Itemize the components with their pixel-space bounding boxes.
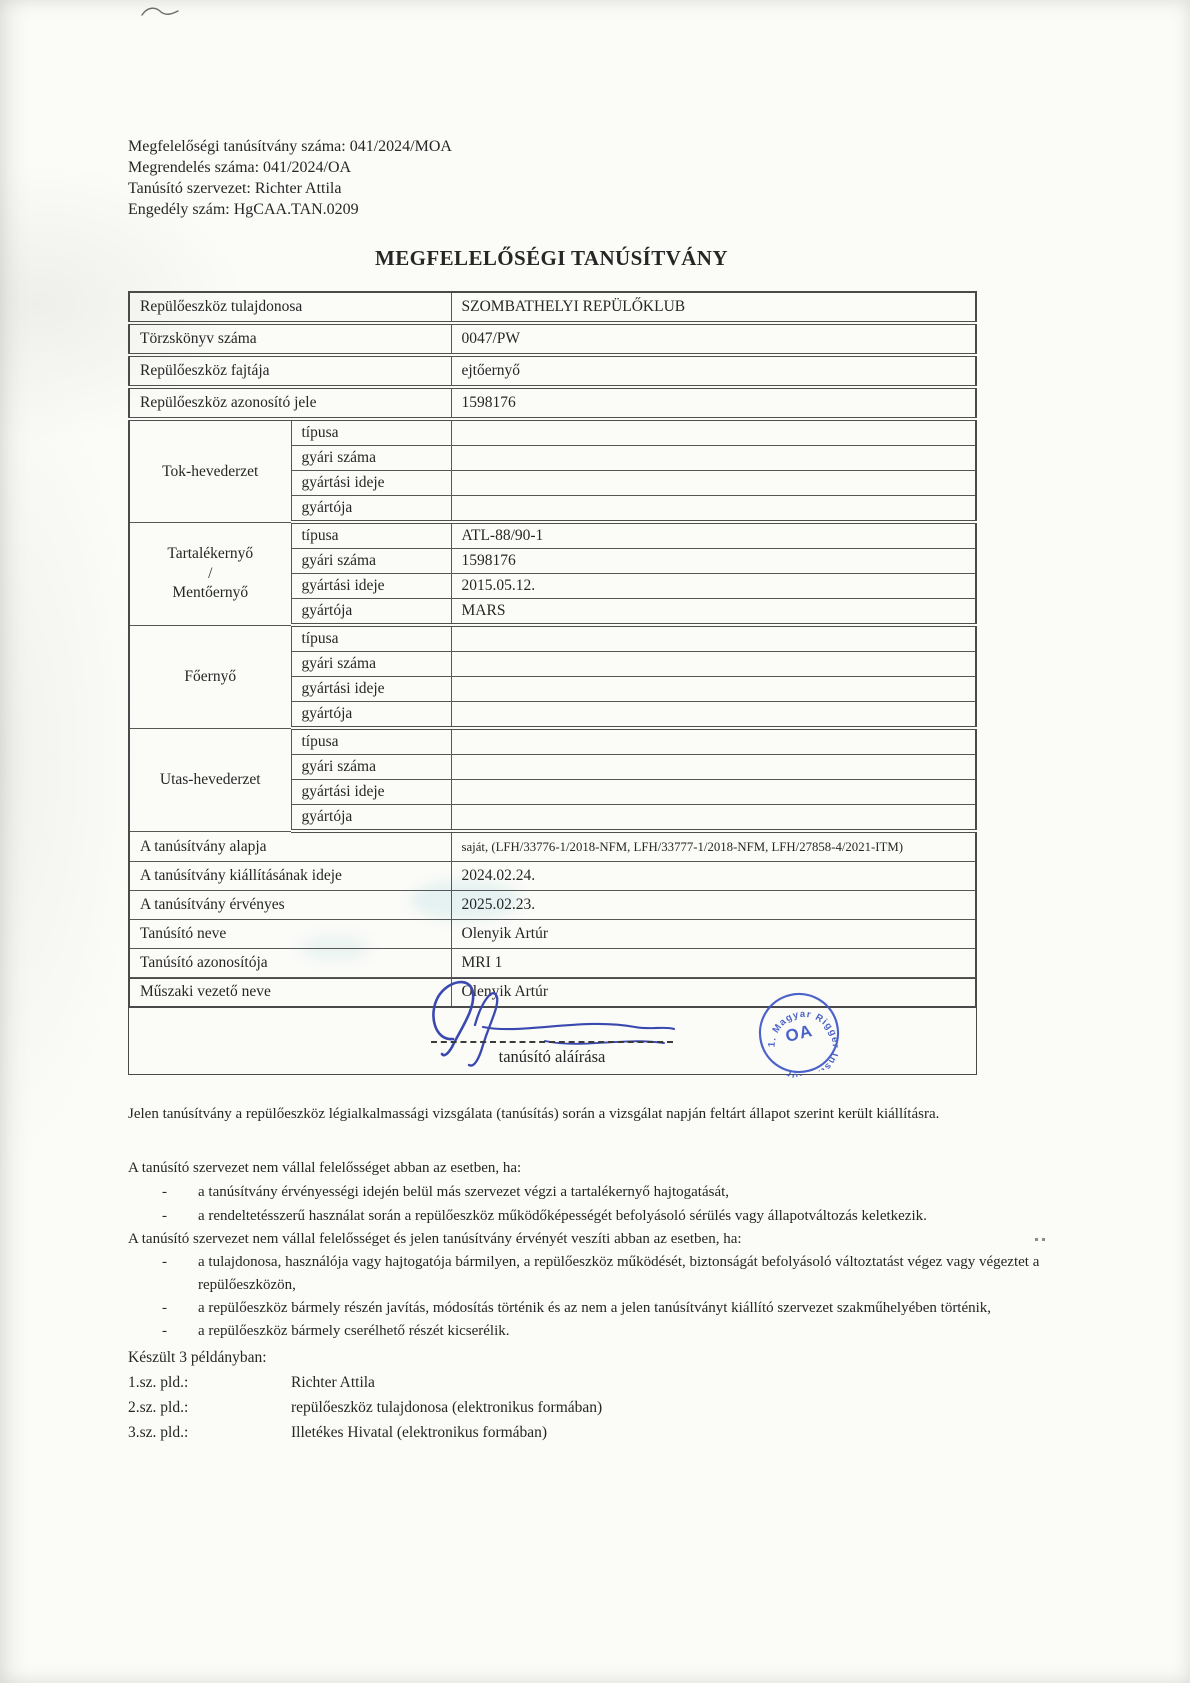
group-label	[129, 625, 291, 728]
row-label: A tanúsítvány érvényes	[129, 891, 451, 920]
header-line: Engedély szám: HgCAA.TAN.0209	[128, 201, 359, 218]
table-row	[129, 292, 976, 323]
row-value	[451, 471, 976, 496]
row-sublabel: gyártási ideje	[291, 471, 451, 496]
bullet-text: a repülőeszköz bármely cserélhető részét kicserélik.	[198, 1323, 510, 1339]
table-row	[129, 862, 976, 891]
bullet-item	[128, 1204, 1063, 1228]
copy-label: 3.sz. pld.:	[128, 1424, 189, 1441]
row-sublabel: típusa	[291, 419, 451, 446]
row-sublabel: típusa	[291, 728, 451, 755]
row-value: 2024.02.24.	[451, 862, 976, 891]
note-heading: A tanúsító szervezet nem vállal felelősséget és jelen tanúsítvány érvényét veszíti abban az esetben, ha:	[128, 1231, 742, 1247]
group-label-line: Mentőernyő	[172, 584, 249, 602]
signature-caption: tanúsító aláírása	[498, 1047, 606, 1066]
group-label	[129, 522, 291, 625]
row-sublabel: gyártási ideje	[291, 677, 451, 702]
row-value: 1598176	[451, 387, 976, 419]
row-label: Tanúsító neve	[129, 920, 451, 949]
row-value: MARS	[451, 599, 976, 626]
row-value: 1598176	[451, 549, 976, 574]
copy-value: Richter Attila	[291, 1374, 375, 1391]
document-title: MEGFELELŐSÉGI TANÚSÍTVÁNY	[375, 246, 728, 270]
table-row	[129, 522, 976, 549]
row-sublabel: típusa	[291, 625, 451, 652]
bullet-text: a tulajdonosa, használója vagy hajtogatója bármilyen, a repülőeszköz működését, biztonságát befolyásoló változtatást végez vagy végeztet a repülőeszközön,	[198, 1254, 1040, 1293]
stamp-ring-text: 1. Magyar Rigger Instruktor	[766, 1008, 841, 1084]
copy-value: repülőeszköz tulajdonosa (elektronikus formában)	[291, 1399, 603, 1416]
table-row	[129, 387, 976, 419]
rigger-stamp	[748, 982, 850, 1084]
row-label: Repülőeszköz azonosító jele	[129, 387, 451, 419]
row-value: 2015.05.12.	[451, 574, 976, 599]
note-paragraph-issuance: Jelen tanúsítvány a repülőeszköz légialkalmassági vizsgálata (tanúsítás) során a vizsgálat napján feltárt állapot szerint került kiállításra.	[128, 1106, 940, 1122]
row-value: ATL-88/90-1	[451, 522, 976, 549]
header-line: Megfelelőségi tanúsítvány száma: 041/2024/MOA	[128, 138, 452, 155]
row-sublabel: gyártási ideje	[291, 574, 451, 599]
row-value: 2025.02.23.	[451, 891, 976, 920]
row-label: A tanúsítvány alapja	[129, 831, 451, 862]
group-label	[129, 728, 291, 831]
row-value	[451, 496, 976, 523]
bullet-dash: -	[162, 1323, 167, 1339]
copy-label: 2.sz. pld.:	[128, 1399, 189, 1416]
row-value	[451, 446, 976, 471]
row-sublabel: gyártási ideje	[291, 780, 451, 805]
scan-artifact-pen-mark	[140, 4, 180, 20]
copies-item	[128, 1420, 928, 1445]
table-row	[129, 891, 976, 920]
row-value: Olenyik Artúr	[451, 920, 976, 949]
bullet-item	[128, 1180, 1063, 1204]
row-sublabel: típusa	[291, 522, 451, 549]
header-line: Tanúsító szervezet: Richter Attila	[128, 180, 342, 197]
row-sublabel: gyártója	[291, 805, 451, 832]
note-paragraph-liability-1	[128, 1156, 1063, 1228]
group-label-line: /	[208, 564, 213, 582]
table-row	[129, 625, 976, 652]
row-sublabel: gyári száma	[291, 755, 451, 780]
bullet-dash: -	[162, 1300, 167, 1316]
row-value: ejtőernyő	[451, 355, 976, 387]
group-label-line: Utas-hevederzet	[159, 770, 261, 788]
row-value: 0047/PW	[451, 323, 976, 355]
signature-dashed-line	[431, 1041, 673, 1043]
table-row	[129, 323, 976, 355]
bullet-dash: -	[162, 1208, 167, 1224]
row-label: Tanúsító azonosítója	[129, 949, 451, 978]
copy-label: 1.sz. pld.:	[128, 1374, 189, 1391]
row-sublabel: gyári száma	[291, 549, 451, 574]
table-row	[129, 728, 976, 755]
bullet-dash: -	[162, 1254, 167, 1270]
table-row	[129, 419, 976, 446]
row-sublabel: gyártója	[291, 702, 451, 729]
bullet-dash: -	[162, 1184, 167, 1200]
row-label: Repülőeszköz tulajdonosa	[129, 292, 451, 323]
bullet-item	[128, 1297, 1063, 1320]
copies-item	[128, 1370, 928, 1395]
table-row	[129, 920, 976, 949]
row-value	[451, 805, 976, 832]
row-value	[451, 755, 976, 780]
bullet-text: a tanúsítvány érvényességi idején belül más szervezet végzi a tartalékernyő hajtogatását,	[198, 1184, 730, 1200]
table-row	[129, 949, 976, 978]
note-heading: A tanúsító szervezet nem vállal felelősséget abban az esetben, ha:	[128, 1160, 522, 1176]
certificate-table	[128, 291, 977, 1008]
bullet-item	[128, 1251, 1063, 1297]
copies-heading: Készült 3 példányban:	[128, 1349, 267, 1366]
table-row	[129, 831, 976, 862]
row-value: Olenyik Artúr	[451, 978, 976, 1008]
row-value	[451, 702, 976, 729]
row-label: Repülőeszköz fajtája	[129, 355, 451, 387]
note-paragraph-liability-2	[128, 1228, 1063, 1343]
row-value	[451, 677, 976, 702]
bullet-item	[128, 1320, 1063, 1343]
row-label: A tanúsítvány kiállításának ideje	[129, 862, 451, 891]
signature-box	[128, 978, 977, 1084]
row-value	[451, 652, 976, 677]
stamp-center-text: OA	[783, 1020, 815, 1047]
row-sublabel: gyári száma	[291, 652, 451, 677]
row-label: Műszaki vezető neve	[129, 978, 451, 1008]
row-label: Törzskönyv száma	[129, 323, 451, 355]
group-label-line: Tartalékernyő	[167, 545, 254, 563]
group-label	[129, 419, 291, 522]
row-value	[451, 419, 976, 446]
document-header	[128, 136, 452, 220]
group-label-line: Tok-hevederzet	[162, 462, 259, 480]
table-row	[129, 355, 976, 387]
row-value	[451, 780, 976, 805]
copy-value: Illetékes Hivatal (elektronikus formában)	[291, 1424, 548, 1441]
bullet-text: a rendeltetésszerű használat során a repülőeszköz működőképességét befolyásoló sérülés vagy állapotváltozás keletkezik.	[198, 1208, 927, 1224]
copies-section	[128, 1345, 928, 1445]
header-line: Megrendelés száma: 041/2024/OA	[128, 159, 352, 176]
row-value: SZOMBATHELYI REPÜLŐKLUB	[451, 292, 976, 323]
group-label-line: Főernyő	[184, 667, 237, 685]
row-value	[451, 625, 976, 652]
row-sublabel: gyártója	[291, 599, 451, 626]
row-sublabel: gyártója	[291, 496, 451, 523]
row-sublabel: gyári száma	[291, 446, 451, 471]
copies-item	[128, 1395, 928, 1420]
row-value: saját, (LFH/33776-1/2018-NFM, LFH/33777-1/2018-NFM, LFH/27858-4/2021-ITM)	[451, 831, 976, 862]
row-value: MRI 1	[451, 949, 976, 978]
bullet-text: a repülőeszköz bármely részén javítás, módosítás történik és az nem a jelen tanúsítványt kiállító szervezet szakműhelyében történik,	[198, 1300, 992, 1316]
row-value	[451, 728, 976, 755]
